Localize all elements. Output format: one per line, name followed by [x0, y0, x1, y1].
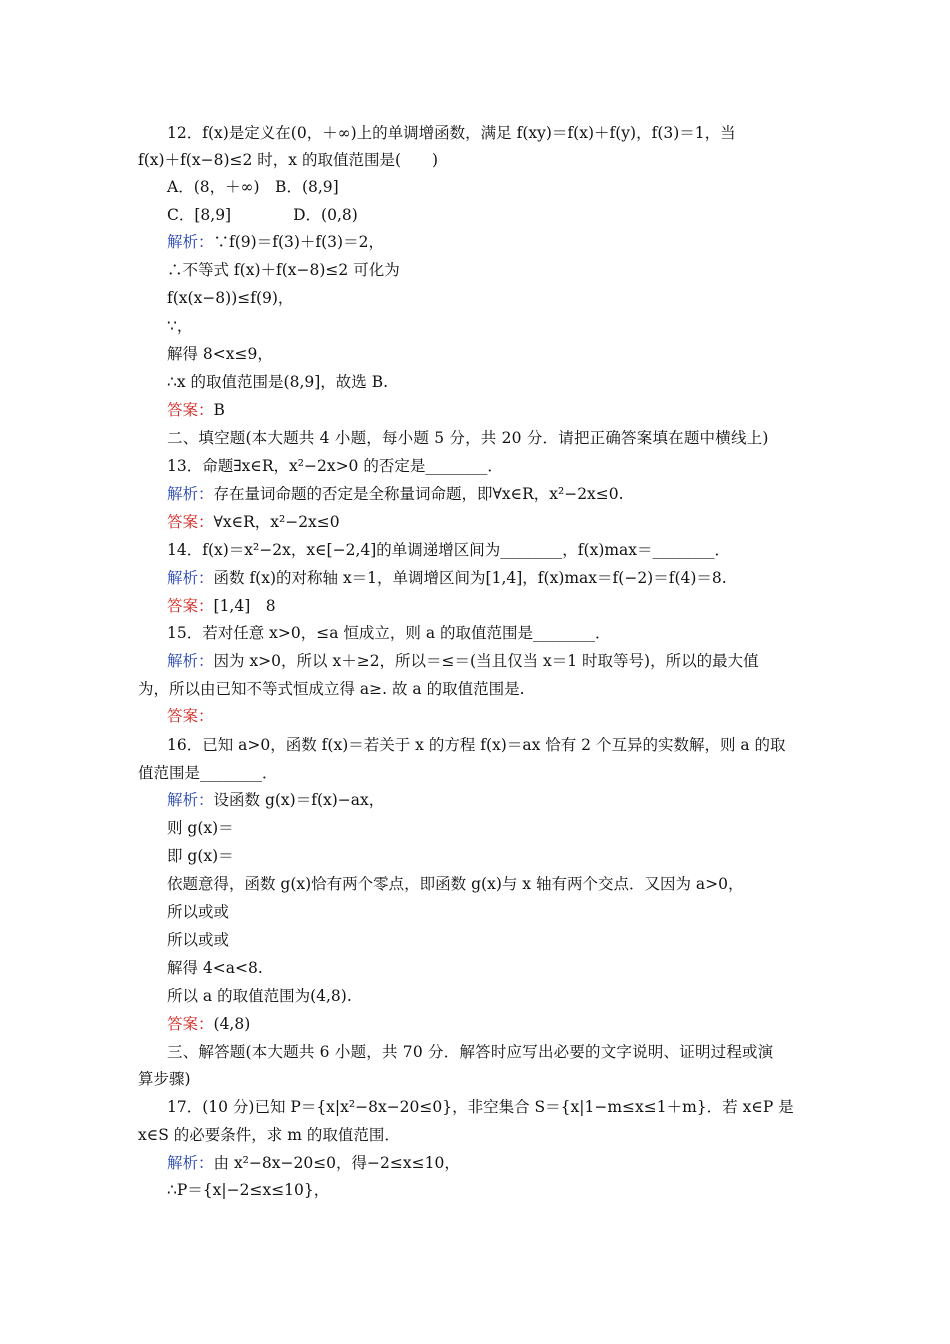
section-3-heading-1: 三、解答题(本大题共 6 小题，共 70 分．解答时应写出必要的文字说明、证明过程或演 — [167, 1043, 774, 1061]
q12-analysis-5: 解得 8<x≤9， — [167, 345, 273, 363]
q12-analysis-3: f(x(x−8))≤f(9)， — [167, 289, 294, 307]
answer-label: 答案： — [167, 1015, 214, 1033]
q15-line: 15．若对任意 x>0，≤a 恒成立，则 a 的取值范围是________． — [167, 624, 611, 642]
q16-analysis-2: 则 g(x)＝ — [167, 819, 234, 837]
q17-analysis-1: 解析：由 x²−8x−20≤0，得−2≤x≤10， — [167, 1154, 460, 1172]
q16-analysis-5: 所以或或 — [167, 903, 230, 921]
analysis-label: 解析： — [167, 1154, 214, 1172]
q12-analysis-1: 解析：∵f(9)＝f(3)＋f(3)＝2， — [167, 233, 384, 251]
q16-line-2: 值范围是________． — [138, 764, 278, 782]
answer-label: 答案： — [167, 513, 214, 531]
q16-analysis-3: 即 g(x)＝ — [167, 847, 234, 865]
q16-analysis-6: 所以或或 — [167, 931, 230, 949]
q15-analysis-2: 为，所以由已知不等式恒成立得 a≥. 故 a 的取值范围是. — [138, 680, 525, 698]
q16-analysis-4: 依题意得，函数 g(x)恰有两个零点，即函数 g(x)与 x 轴有两个交点．又因为 a>0， — [167, 875, 744, 893]
q12-line-2: f(x)＋f(x−8)≤2 时，x 的取值范围是( ) — [138, 151, 439, 169]
q13-analysis: 解析：存在量词命题的否定是全称量词命题，即∀x∈R，x²−2x≤0. — [167, 485, 624, 503]
q12-answer: 答案：B — [167, 401, 225, 419]
q12-analysis-6: ∴x 的取值范围是(8,9]，故选 B. — [167, 373, 389, 391]
section-3-heading-2: 算步骤) — [138, 1070, 191, 1088]
q16-line-1: 16．已知 a>0，函数 f(x)＝若关于 x 的方程 f(x)＝ax 恰有 2 个互异的实数解，则 a 的取 — [167, 736, 786, 754]
q12-option-cd: C．[8,9] D．(0,8) — [167, 206, 358, 224]
q17-analysis-2: ∴P＝{x|−2≤x≤10}， — [167, 1181, 330, 1199]
analysis-label: 解析： — [167, 791, 214, 809]
q12-option-ab: A．(8，＋∞) B．(8,9] — [167, 178, 339, 196]
q16-analysis-7: 解得 4<a<8. — [167, 959, 263, 977]
answer-label: 答案： — [167, 597, 214, 615]
analysis-label: 解析： — [167, 233, 214, 251]
q17-line-1: 17．(10 分)已知 P＝{x|x²−8x−20≤0}，非空集合 S＝{x|1−m≤x≤1＋m}．若 x∈P 是 — [167, 1098, 794, 1116]
q12-line-1: 12．f(x)是定义在(0，＋∞)上的单调增函数，满足 f(xy)＝f(x)＋f(y)，f(3)＝1，当 — [167, 124, 736, 142]
q16-analysis-1: 解析：设函数 g(x)＝f(x)−ax， — [167, 791, 385, 809]
answer-label: 答案： — [167, 707, 214, 725]
q12-analysis-4: ∵， — [167, 317, 193, 335]
q16-answer: 答案：(4,8) — [167, 1015, 251, 1033]
q14-analysis: 解析：函数 f(x)的对称轴 x＝1，单调增区间为[1,4]，f(x)max＝f(−2)＝f(4)＝8. — [167, 569, 727, 587]
q13-answer: 答案：∀x∈R，x²−2x≤0 — [167, 513, 340, 531]
q14-line: 14．f(x)＝x²−2x，x∈[−2,4]的单调递增区间为________，f(x)max＝________． — [167, 541, 731, 559]
q15-answer — [167, 706, 214, 726]
q14-answer: 答案：[1,4] 8 — [167, 597, 276, 615]
analysis-label: 解析： — [167, 569, 214, 587]
q12-analysis-2: ∴不等式 f(x)＋f(x−8)≤2 可化为 — [167, 261, 400, 279]
q13-line: 13．命题∃x∈R，x²−2x>0 的否定是________． — [167, 457, 503, 475]
answer-label: 答案： — [167, 401, 214, 419]
q17-line-2: x∈S 的必要条件，求 m 的取值范围． — [138, 1126, 400, 1144]
q15-analysis-1: 解析：因为 x>0，所以 x＋≥2，所以＝≤＝(当且仅当 x＝1 时取等号)，所以的最大值 — [167, 652, 759, 670]
analysis-label: 解析： — [167, 652, 214, 670]
analysis-label: 解析： — [167, 485, 214, 503]
q16-analysis-8: 所以 a 的取值范围为(4,8). — [167, 987, 352, 1005]
section-2-heading: 二、填空题(本大题共 4 小题，每小题 5 分，共 20 分．请把正确答案填在题中横线上) — [167, 429, 769, 447]
